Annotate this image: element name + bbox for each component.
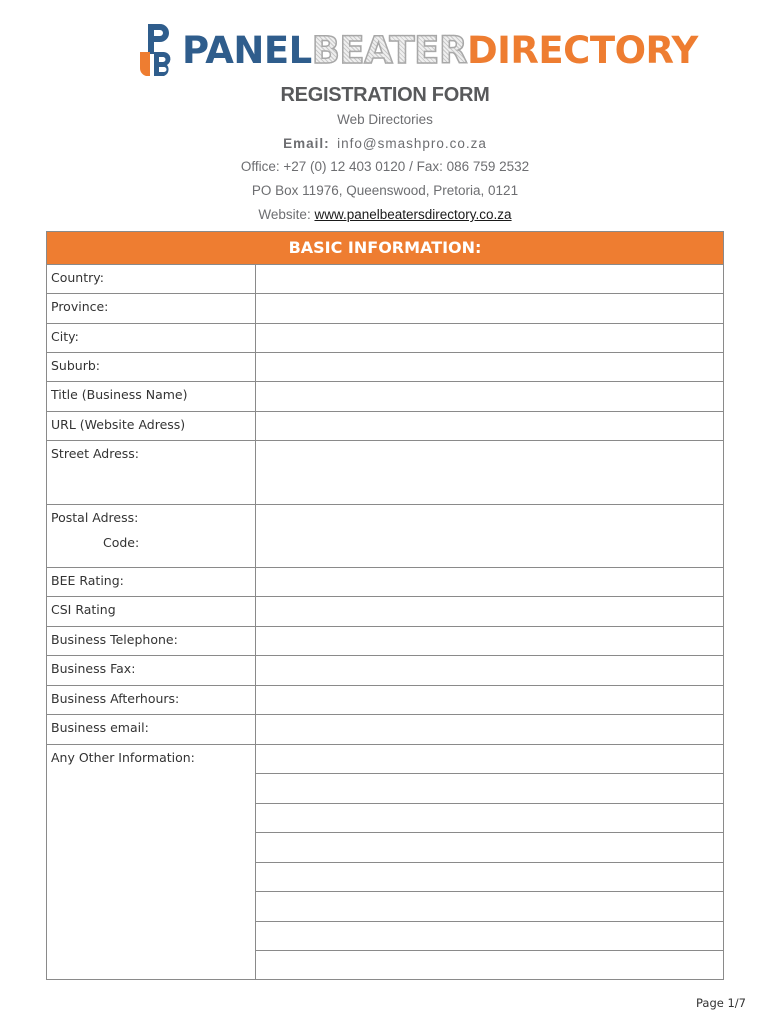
pdb-logo-icon [138,22,178,78]
website-label: Website: [258,207,311,222]
registration-table [46,231,724,980]
city-field[interactable] [256,324,724,353]
street-address-label: Street Adress: [47,441,256,505]
bee-rating-label: BEE Rating: [47,568,256,597]
email-line [0,136,770,151]
other-information-line-6[interactable] [256,892,724,922]
business-email-label: Business email: [47,715,256,745]
province-label: Province: [47,294,256,324]
business-telephone-field[interactable] [256,627,724,656]
street-address-field[interactable] [256,441,724,505]
business-afterhours-label: Business Afterhours: [47,686,256,715]
suburb-label: Suburb: [47,353,256,382]
country-label: Country: [47,265,256,294]
code-label: Code: [103,535,140,550]
business-name-label: Title (Business Name) [47,382,256,412]
suburb-field[interactable] [256,353,724,382]
logo [138,22,698,78]
section-header: BASIC INFORMATION: [47,232,724,265]
email-label: Email: [283,136,330,151]
other-information-line-4[interactable] [256,833,724,863]
logo-word-directory: DIRECTORY [466,28,698,72]
other-information-label: Any Other Information: [47,745,256,980]
logo-wordmark [182,28,698,72]
business-afterhours-field[interactable] [256,686,724,715]
website-link[interactable]: www.panelbeatersdirectory.co.za [314,207,512,222]
city-label: City: [47,324,256,353]
business-fax-field[interactable] [256,656,724,686]
business-fax-label: Business Fax: [47,656,256,686]
subtitle: Web Directories [337,112,433,127]
bee-rating-field[interactable] [256,568,724,597]
website-address-field[interactable] [256,412,724,441]
page-number: Page 1/7 [695,996,746,1010]
other-information-line-1[interactable] [256,745,724,774]
other-information-line-5[interactable] [256,863,724,892]
postal-address-field[interactable] [256,505,724,568]
other-information-line-3[interactable] [256,804,724,833]
website-address-label: URL (Website Adress) [47,412,256,441]
website-line [0,207,770,222]
business-name-field[interactable] [256,382,724,412]
logo-word-beater: BEATER [311,28,467,72]
po-box-line: PO Box 11976, Queenswood, Pretoria, 0121 [251,183,519,198]
form-title: REGISTRATION FORM [280,84,490,106]
postal-address-label: Postal Adress: [51,510,139,525]
csi-rating-label: CSI Rating [47,597,256,627]
csi-rating-field[interactable] [256,597,724,627]
business-telephone-label: Business Telephone: [47,627,256,656]
country-field[interactable] [256,265,724,294]
other-information-line-7[interactable] [256,922,724,951]
other-information-line-8[interactable] [256,951,724,980]
business-email-field[interactable] [256,715,724,745]
other-information-line-2[interactable] [256,774,724,804]
email-value: info@smashpro.co.za [337,136,487,151]
province-field[interactable] [256,294,724,324]
logo-word-panel: PANEL [182,28,312,72]
office-line: Office: +27 (0) 12 403 0120 / Fax: 086 759 2532 [240,159,530,174]
postal-address-cell [47,505,256,568]
